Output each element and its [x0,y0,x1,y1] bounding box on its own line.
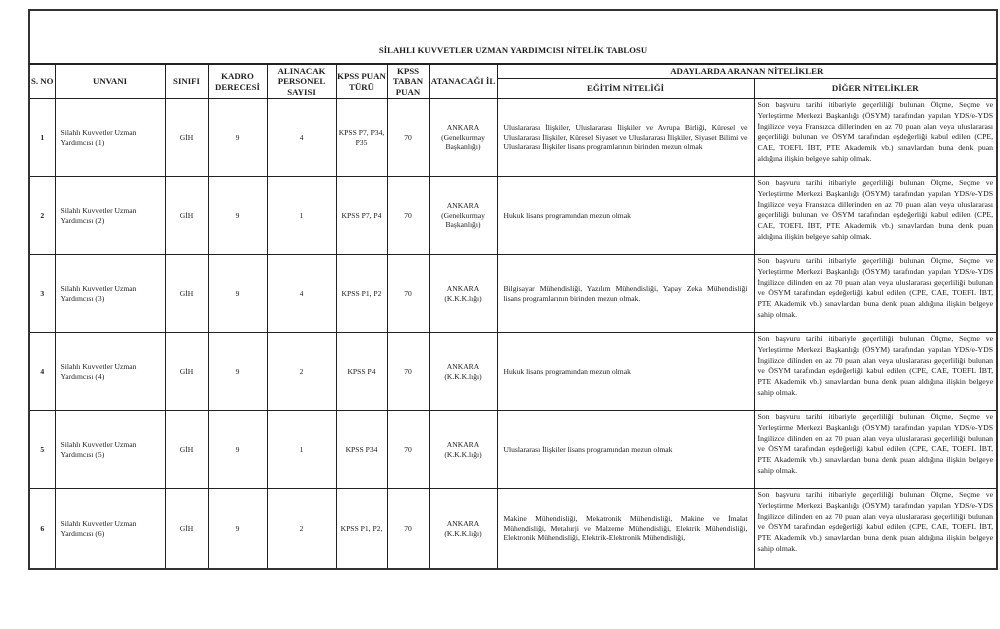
cell-atanacagi-il: ANKARA (Genelkurmay Başkanlığı) [429,99,497,177]
cell-sno: 2 [29,177,55,255]
table-row [29,411,997,489]
cell-diger-nitelikler: Son başvuru tarihi itibariyle geçerliliği bulunan Ölçme, Seçme ve Yerleştirme Merkezi Başkanlığı (ÖSYM) tarafından yapılan YDS/e-YDS İngilizce dilinden en az 70 puan alan veya uluslararası geçerliliği bulunan ve ÖSYM tarafından eşdeğerliği kabul edilen (CPE, CAE, TOEFL İBT, PTE Akademik vb.) sınavlardan buna denk puan aldığına ilişkin belgeye sahip olmak. [754,411,997,489]
cell-atanacagi-il: ANKARA (K.K.K.lığı) [429,489,497,570]
cell-kadro-derecesi: 9 [208,411,267,489]
cell-egitim-niteligi: Uluslararası İlişkiler lisans programından mezun olmak [497,411,754,489]
cell-diger-nitelikler: Son başvuru tarihi itibariyle geçerliliği bulunan Ölçme, Seçme ve Yerleştirme Merkezi Başkanlığı (ÖSYM) tarafından yapılan YDS/e-YDS İngilizce dilinden en az 70 puan alan veya uluslararası geçerliliği bulunan ve ÖSYM tarafından eşdeğerliği kabul edilen (CPE, CAE, TOEFL İBT, PTE Akademik vb.) sınavlardan buna denk puan aldığına ilişkin belgeye sahip olmak. [754,489,997,570]
cell-sinifi: GİH [165,255,208,333]
table-row [29,489,997,570]
cell-kpss-puan-turu: KPSS P7, P4 [336,177,387,255]
cell-kadro-derecesi: 9 [208,99,267,177]
table-row [29,333,997,411]
cell-personel-sayisi: 1 [267,411,336,489]
cell-egitim-niteligi: Uluslararası İlişkiler, Uluslararası İlişkiler ve Avrupa Birliği, Küresel ve Uluslararası İlişkiler, Küresel Siyaset ve Uluslararası İlişkiler, Siyaset Bilimi ve Uluslararası İlişkiler lisans programlarının birinden mezun olmak [497,99,754,177]
header-kpss-puan-turu: KPSS PUAN TÜRÜ [336,64,387,99]
cell-personel-sayisi: 2 [267,333,336,411]
cell-kpss-puan-turu: KPSS P1, P2, [336,489,387,570]
header-alinacak-personel-sayisi: ALINACAK PERSONEL SAYISI [267,64,336,99]
cell-egitim-niteligi: Makine Mühendisliği, Mekatronik Mühendisliği, Makine ve İmalat Mühendisliği, Metalurji ve Malzeme Mühendisliği, Elektrik Mühendisliği, Elektronik Mühendisliği, Elektrik-Elektronik Mühendisliği, [497,489,754,570]
cell-sno: 1 [29,99,55,177]
cell-unvani: Silahlı Kuvvetler Uzman Yardımcısı (3) [55,255,165,333]
qualification-table [28,9,998,570]
cell-kpss-taban-puan: 70 [387,489,429,570]
table-row [29,255,997,333]
cell-kadro-derecesi: 9 [208,489,267,570]
cell-sinifi: GİH [165,411,208,489]
cell-diger-nitelikler: Son başvuru tarihi itibariyle geçerliliği bulunan Ölçme, Seçme ve Yerleştirme Merkezi Başkanlığı (ÖSYM) tarafından yapılan YDS/e-YDS İngilizce veya Fransızca dillerinden en az 70 puan alan veya uluslararası geçerliliği bulunan ve ÖSYM tarafından eşdeğerliği kabul edilen (CPE, CAE, TOEFL İBT, PTE Akademik vb.) sınavlardan buna denk puan aldığına ilişkin belgeye sahip olmak. [754,177,997,255]
header-unvani: UNVANI [55,64,165,99]
cell-sinifi: GİH [165,333,208,411]
cell-diger-nitelikler: Son başvuru tarihi itibariyle geçerliliği bulunan Ölçme, Seçme ve Yerleştirme Merkezi Başkanlığı (ÖSYM) tarafından yapılan YDS/e-YDS İngilizce veya Fransızca dillerinden en az 70 puan alan veya uluslararası geçerliliği bulunan ve ÖSYM tarafından eşdeğerliği kabul edilen (CPE, CAE, TOEFL İBT, PTE Akademik vb.) sınavlardan buna denk puan aldığına ilişkin belgeye sahip olmak. [754,99,997,177]
cell-kadro-derecesi: 9 [208,255,267,333]
cell-egitim-niteligi: Bilgisayar Mühendisliği, Yazılım Mühendisliği, Yapay Zeka Mühendisliği lisans programlarının birinden mezun olmak. [497,255,754,333]
cell-unvani: Silahlı Kuvvetler Uzman Yardımcısı (2) [55,177,165,255]
table-row [29,99,997,177]
cell-unvani: Silahlı Kuvvetler Uzman Yardımcısı (4) [55,333,165,411]
cell-kpss-puan-turu: KPSS P7, P34, P35 [336,99,387,177]
cell-sno: 6 [29,489,55,570]
cell-atanacagi-il: ANKARA (K.K.K.lığı) [429,255,497,333]
cell-kpss-taban-puan: 70 [387,333,429,411]
cell-kpss-taban-puan: 70 [387,177,429,255]
cell-kpss-puan-turu: KPSS P1, P2 [336,255,387,333]
cell-atanacagi-il: ANKARA (K.K.K.lığı) [429,333,497,411]
cell-atanacagi-il: ANKARA (K.K.K.lığı) [429,411,497,489]
cell-personel-sayisi: 1 [267,177,336,255]
cell-personel-sayisi: 4 [267,99,336,177]
cell-sno: 3 [29,255,55,333]
header-aranan-nitelikler: ADAYLARDA ARANAN NİTELİKLER [497,64,997,79]
cell-sinifi: GİH [165,177,208,255]
cell-kpss-puan-turu: KPSS P4 [336,333,387,411]
cell-egitim-niteligi: Hukuk lisans programından mezun olmak [497,333,754,411]
table-row [29,177,997,255]
header-egitim-niteligi: EĞİTİM NİTELİĞİ [497,79,754,99]
cell-personel-sayisi: 4 [267,255,336,333]
header-atanacagi-il: ATANACAĞI İL [429,64,497,99]
header-sno: S. NO [29,64,55,99]
cell-sinifi: GİH [165,489,208,570]
header-diger-nitelikler: DİĞER NİTELİKLER [754,79,997,99]
cell-kpss-taban-puan: 70 [387,99,429,177]
cell-sno: 5 [29,411,55,489]
cell-kpss-taban-puan: 70 [387,411,429,489]
cell-kadro-derecesi: 9 [208,177,267,255]
cell-egitim-niteligi: Hukuk lisans programından mezun olmak [497,177,754,255]
cell-sno: 4 [29,333,55,411]
cell-personel-sayisi: 2 [267,489,336,570]
cell-unvani: Silahlı Kuvvetler Uzman Yardımcısı (5) [55,411,165,489]
cell-diger-nitelikler: Son başvuru tarihi itibariyle geçerliliği bulunan Ölçme, Seçme ve Yerleştirme Merkezi Başkanlığı (ÖSYM) tarafından yapılan YDS/e-YDS İngilizce dilinden en az 70 puan alan veya uluslararası geçerliliği bulunan ve ÖSYM tarafından eşdeğerliği kabul edilen (CPE, CAE, TOEFL İBT, PTE Akademik vb.) sınavlardan buna denk puan aldığına ilişkin belgeye sahip olmak. [754,255,997,333]
cell-sinifi: GİH [165,99,208,177]
cell-unvani: Silahlı Kuvvetler Uzman Yardımcısı (6) [55,489,165,570]
qualification-table-sheet [28,9,996,570]
header-kadro-derecesi: KADRO DERECESİ [208,64,267,99]
cell-kpss-puan-turu: KPSS P34 [336,411,387,489]
cell-kpss-taban-puan: 70 [387,255,429,333]
cell-diger-nitelikler: Son başvuru tarihi itibariyle geçerliliği bulunan Ölçme, Seçme ve Yerleştirme Merkezi Başkanlığı (ÖSYM) tarafından yapılan YDS/e-YDS İngilizce dilinden en az 70 puan alan veya uluslararası geçerliliği bulunan ve ÖSYM tarafından eşdeğerliği kabul edilen (CPE, CAE, TOEFL İBT, PTE Akademik vb.) sınavlardan buna denk puan aldığına ilişkin belgeye sahip olmak. [754,333,997,411]
header-sinifi: SINIFI [165,64,208,99]
cell-kadro-derecesi: 9 [208,333,267,411]
cell-unvani: Silahlı Kuvvetler Uzman Yardımcısı (1) [55,99,165,177]
table-title: SİLAHLI KUVVETLER UZMAN YARDIMCISI NİTELİK TABLOSU [29,10,997,64]
cell-atanacagi-il: ANKARA (Genelkurmay Başkanlığı) [429,177,497,255]
header-kpss-taban-puan: KPSS TABAN PUAN [387,64,429,99]
